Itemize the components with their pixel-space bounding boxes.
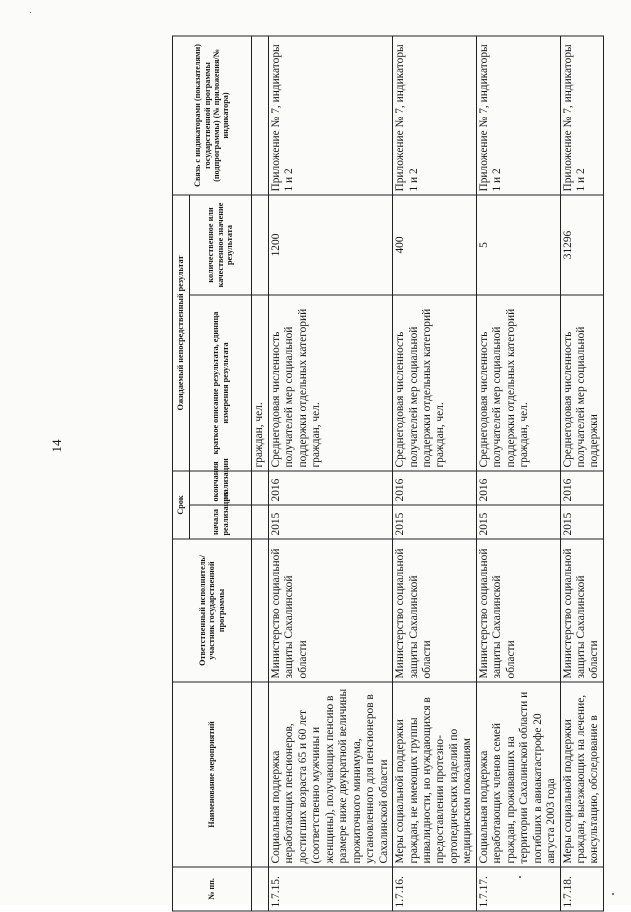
row-end: 2016 [476,471,560,505]
row-value: 1200 [269,195,393,295]
row-start: 2015 [393,505,477,539]
header-result-desc: краткое описание результата, единица измерения результата [190,295,252,471]
row-executor: Министерство социальной защиты Сахалинской области [476,539,560,682]
row-desc: Среднегодовая численность получателей мер социальной поддержки отдельных категорий граждан, чел. [393,295,477,471]
row-end: 2016 [393,471,477,505]
row-desc: Среднегодовая численность получателей мер социальной поддержки [560,295,603,471]
row-start: 2015 [476,505,560,539]
row-name: Меры социальной поддержки граждан, выезжающих на лечение, консультацию, обследование в [560,682,603,867]
page-number: 14 [49,439,64,453]
row-end: 2016 [560,471,603,505]
measures-table-wrapper [172,37,601,912]
row-link: Приложение № 7, индикаторы 1 и 2 [269,36,393,195]
table-row [560,36,603,911]
row-executor: Министерство социальной защиты Сахалинской области [560,539,603,682]
header-name: Наименование мероприятий [173,682,252,867]
header-result: Ожидаемый непосредственный результат [173,195,190,471]
table-row [393,36,477,911]
row-num: 1.7.17. [476,867,560,911]
row-num: 1.7.18. [560,867,603,911]
header-term: Срок [173,471,190,539]
header-term-end: окончания реализации [190,471,252,505]
continuation-text: граждан, чел. [252,295,269,471]
row-executor: Министерство социальной защиты Сахалинской области [393,539,477,682]
row-value: 400 [393,195,477,295]
row-name: Социальная поддержка неработающих членов семей граждан, проживавших на территории Сахалинской области и погибших в авиакатастрофе 20 августа 2003 года [476,682,560,867]
header-term-start: начала реализации [190,505,252,539]
row-name: Социальная поддержка неработающих пенсионеров, достигших возраста 65 и 60 лет (соответственно мужчины и женщины), получающих пенсию в размере ниже двукратной величины прожиточного минимума, установленного для пенсионеров в Сахалинской области [269,682,393,867]
table-row [269,36,393,911]
row-executor: Министерство социальной защиты Сахалинской области [269,539,393,682]
row-name: Меры социальной поддержки граждан, не имеющих группы инвалидности, но нуждающихся в предоставлении протезно-ортопедических изделий по медицинским показаниям [393,682,477,867]
continuation-row [252,36,269,911]
row-link: Приложение № 7, индикаторы 1 и 2 [393,36,477,195]
row-value: 5 [476,195,560,295]
row-link: Приложение № 7, индикаторы 1 и 2 [476,36,560,195]
header-link: Связь с индикаторами (показателями) государственной программы (подпрограммы) (№ приложения/№ индикатора) [173,36,252,195]
header-executor: Ответственный исполнитель/участник государственной программы [173,539,252,682]
measures-table [172,35,604,911]
row-value: 31296 [560,195,603,295]
row-link: Приложение № 7, индикаторы 1 и 2 [560,36,603,195]
row-end: 2016 [269,471,393,505]
row-start: 2015 [560,505,603,539]
row-desc: Среднегодовая численность получателей мер социальной поддержки отдельных категорий граждан, чел. [476,295,560,471]
table-row [476,36,560,911]
row-num: 1.7.15. [269,867,393,911]
row-desc: Среднегодовая численность получателей мер социальной поддержки отдельных категорий граждан, чел. [269,295,393,471]
header-result-value: количественное или качественное значение результата [190,195,252,295]
row-num: 1.7.16. [393,867,477,911]
scan-speck [612,893,614,895]
header-row-top [173,36,190,911]
scan-speck [30,12,31,13]
header-num: № пп. [173,867,252,911]
row-start: 2015 [269,505,393,539]
scan-speck [519,876,521,878]
